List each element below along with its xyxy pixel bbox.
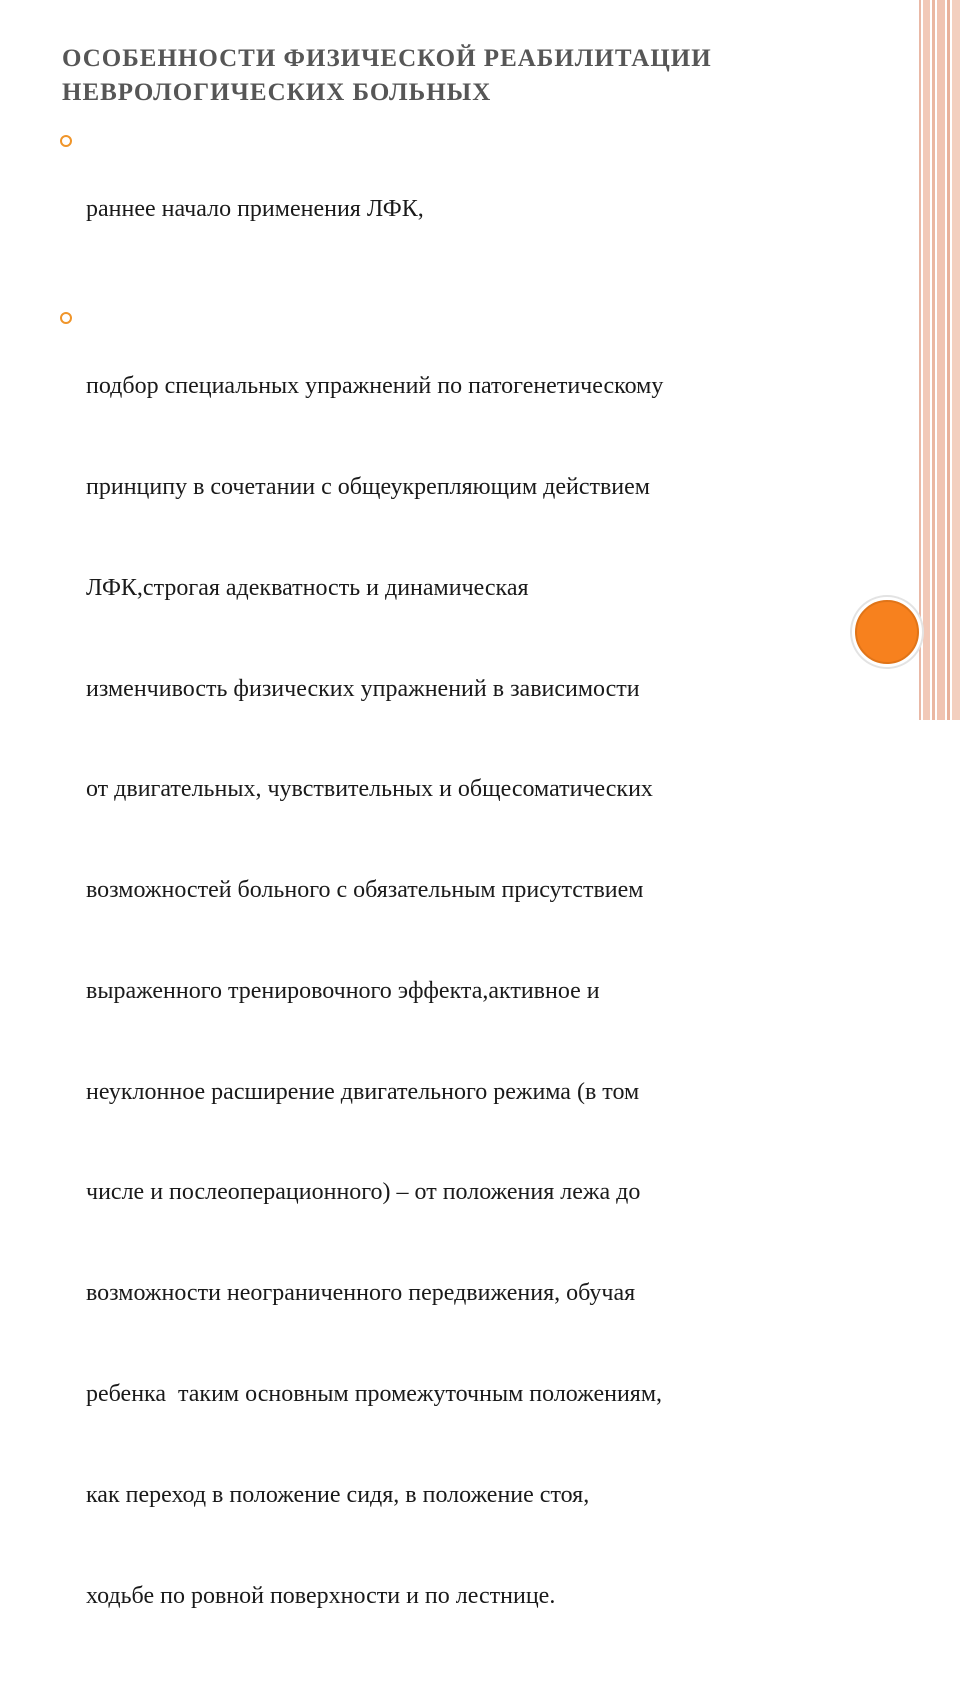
slide-title-line: НЕВРОЛОГИЧЕСКИХ БОЛЬНЫХ: [62, 79, 492, 106]
bullet-line: ребенка таким основным промежуточным положениям,: [86, 1380, 663, 1407]
decorative-stripe: [952, 0, 960, 720]
slide-title-line: ОСОБЕННОСТИ ФИЗИЧЕСКОЙ РЕАБИЛИТАЦИИ: [62, 45, 712, 72]
bullet-list: [58, 126, 878, 1689]
ring-bullet-icon: [60, 312, 72, 324]
decorative-stripe: [932, 0, 935, 720]
bullet-line: как переход в положение сидя, в положение стоя,: [86, 1481, 590, 1508]
slide-title: [62, 42, 902, 110]
bullet-line: числе и послеоперационного) – от положения лежа до: [86, 1179, 641, 1206]
bullet-line: от двигательных, чувствительных и общесоматических: [86, 776, 653, 803]
decorative-stripe: [919, 0, 921, 720]
decorative-stripe: [937, 0, 945, 720]
list-item: [58, 126, 878, 294]
decorative-stripe: [947, 0, 950, 720]
bullet-line: ходьбе по ровной поверхности и по лестнице.: [86, 1582, 556, 1609]
ring-bullet-icon: [60, 135, 72, 147]
bullet-line: возможностей больного с обязательным присутствием: [86, 877, 644, 904]
bullet-line: раннее начало применения ЛФК,: [86, 196, 424, 223]
bullet-line: возможности неограниченного передвижения, обучая: [86, 1280, 636, 1307]
list-item: [58, 303, 878, 1680]
bullet-line: подбор специальных упражнений по патогенетическому: [86, 373, 664, 400]
bullet-line: принципу в сочетании с общеукрепляющим действием: [86, 473, 650, 500]
bullet-text: [86, 126, 878, 294]
bullet-line: ЛФК,строгая адекватность и динамическая: [86, 574, 529, 601]
bullet-line: изменчивость физических упражнений в зависимости: [86, 675, 640, 702]
bullet-line: выраженного тренировочного эффекта,активное и: [86, 977, 600, 1004]
bullet-line: неуклонное расширение двигательного режима (в том: [86, 1078, 640, 1105]
bullet-text: [86, 303, 878, 1680]
decorative-stripe: [923, 0, 930, 720]
orange-circle-icon: [855, 600, 919, 664]
